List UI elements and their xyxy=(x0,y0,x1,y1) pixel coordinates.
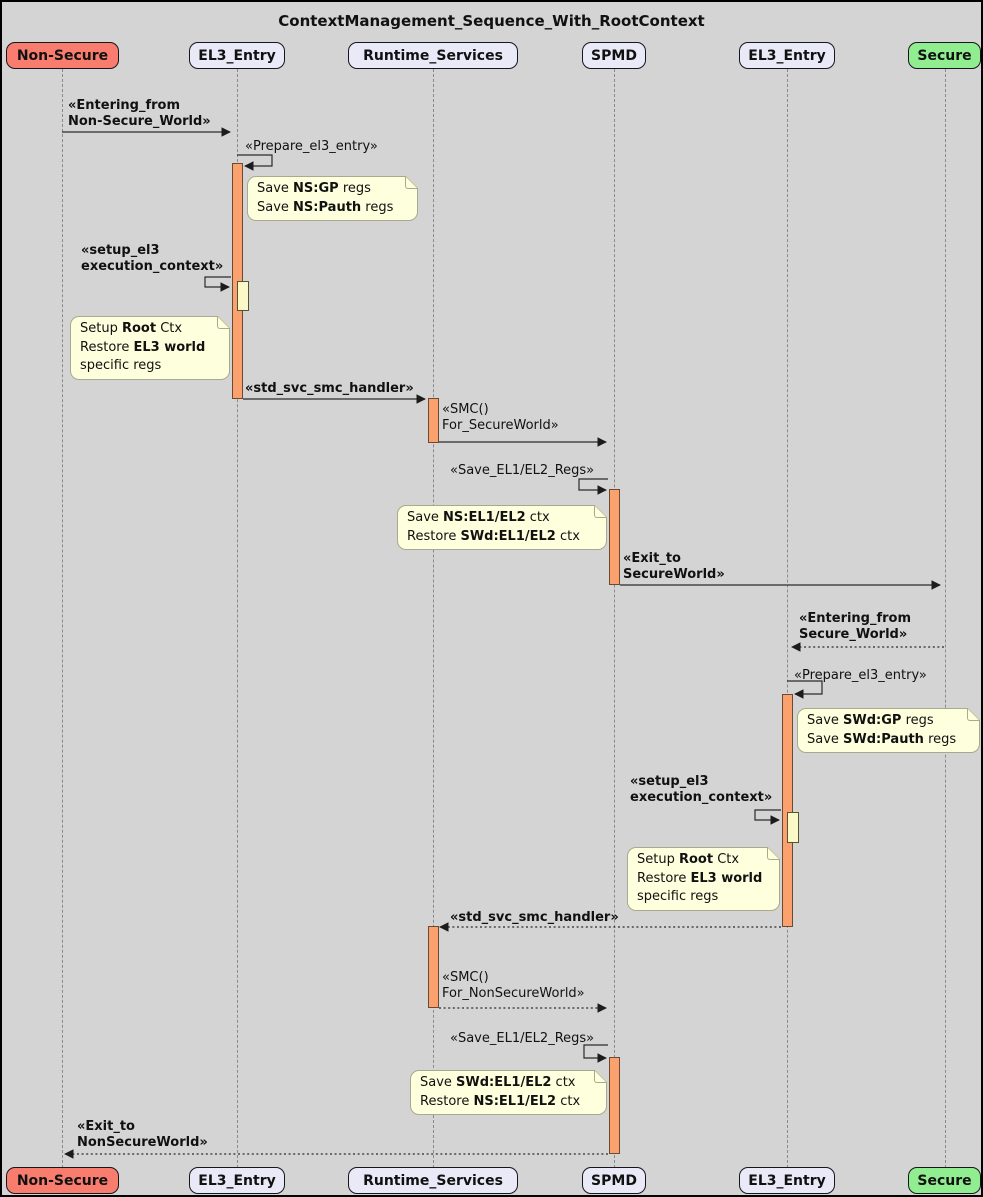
message-label-setup-el3-execution-context-1: «setup_el3 execution_context» xyxy=(81,243,224,274)
arrow-save-el1-el2-regs-1 xyxy=(579,479,608,490)
note-setup-root-ctx-1 xyxy=(70,316,230,380)
participant-non-secure-top: Non-Secure xyxy=(6,42,119,69)
activation-spmd-2 xyxy=(609,1057,620,1154)
note-fold-icon xyxy=(767,847,780,860)
message-label-exit-to-secure-world: «Exit_to SecureWorld» xyxy=(623,551,725,582)
participant-runtime-services-bottom: Runtime_Services xyxy=(348,1167,518,1194)
nested-activation-2 xyxy=(787,812,799,843)
participant-el3-entry-2-top: EL3_Entry xyxy=(739,42,835,69)
note-line: Setup Root Ctx xyxy=(80,321,183,336)
message-label-smc-for-secure-world: «SMC() For_SecureWorld» xyxy=(442,402,559,433)
note-line: Setup Root Ctx xyxy=(637,852,740,867)
participant-spmd-top: SPMD xyxy=(582,42,646,69)
note-line: Restore SWd:EL1/EL2 ctx xyxy=(407,528,580,544)
participant-secure-top: Secure xyxy=(908,42,981,69)
lifeline-spmd xyxy=(614,69,615,1168)
note-line: Restore NS:EL1/EL2 ctx xyxy=(420,1093,581,1109)
arrow-setup-el3-execution-context-2 xyxy=(755,810,781,820)
note-fold-icon xyxy=(217,316,230,329)
note-fold-icon xyxy=(594,1070,607,1083)
note-line: specific regs xyxy=(637,889,719,904)
note-line: Save NS:GP regs xyxy=(257,181,371,196)
note-fold-icon xyxy=(594,505,607,518)
message-arrows-layer xyxy=(2,2,983,1197)
message-label-save-el1-el2-regs-1: «Save_EL1/EL2_Regs» xyxy=(450,463,595,478)
note-save-swd-gp-pauth-regs xyxy=(797,708,980,753)
activation-el3-entry-2 xyxy=(782,694,793,927)
activation-spmd-1 xyxy=(609,489,620,585)
participant-spmd-bottom: SPMD xyxy=(582,1167,646,1194)
note-save-swd-el1-el2-ctx xyxy=(410,1070,607,1115)
note-line: Save SWd:EL1/EL2 ctx xyxy=(420,1075,576,1090)
lifeline-secure xyxy=(945,69,946,1168)
lifeline-el3-entry-2 xyxy=(787,69,788,1168)
note-setup-root-ctx-2 xyxy=(627,847,780,911)
message-label-entering-from-non-secure-world: «Entering_from Non-Secure_World» xyxy=(68,98,211,129)
note-line: Save SWd:Pauth regs xyxy=(807,731,957,747)
note-save-ns-el1-el2-ctx xyxy=(397,505,607,550)
nested-activation-1 xyxy=(237,281,249,311)
note-fold-icon xyxy=(405,176,418,189)
message-label-std-svc-smc-handler-2: «std_svc_smc_handler» xyxy=(450,910,619,925)
note-line: specific regs xyxy=(80,358,162,373)
activation-runtime-2 xyxy=(428,926,439,1008)
note-save-ns-gp-pauth-regs xyxy=(247,176,418,221)
note-line: Save SWd:GP regs xyxy=(807,713,934,728)
message-label-save-el1-el2-regs-2: «Save_EL1/EL2_Regs» xyxy=(450,1031,595,1046)
participant-runtime-services-top: Runtime_Services xyxy=(348,42,518,69)
note-line: Save NS:Pauth regs xyxy=(257,199,394,215)
note-fold-icon xyxy=(967,708,980,721)
lifeline-non-secure xyxy=(62,69,63,1168)
arrow-setup-el3-execution-context-1 xyxy=(205,277,231,287)
message-label-exit-to-non-secure-world: «Exit_to NonSecureWorld» xyxy=(77,1119,208,1150)
note-line: Restore EL3 world xyxy=(637,870,763,886)
note-line: Restore EL3 world xyxy=(80,339,206,355)
participant-el3-entry-2-bottom: EL3_Entry xyxy=(739,1167,835,1194)
participant-el3-entry-1-top: EL3_Entry xyxy=(189,42,285,69)
participant-secure-bottom: Secure xyxy=(908,1167,981,1194)
message-label-entering-from-secure-world: «Entering_from Secure_World» xyxy=(799,611,912,642)
note-line: Save NS:EL1/EL2 ctx xyxy=(407,510,550,525)
activation-runtime-1 xyxy=(428,398,439,443)
participant-el3-entry-1-bottom: EL3_Entry xyxy=(189,1167,285,1194)
message-label-prepare-el3-entry-1: «Prepare_el3_entry» xyxy=(245,139,378,154)
message-label-smc-for-non-secure-world: «SMC() For_NonSecureWorld» xyxy=(442,970,585,1001)
message-label-setup-el3-execution-context-2: «setup_el3 execution_context» xyxy=(630,774,773,805)
diagram-title: ContextManagement_Sequence_With_RootContext xyxy=(278,12,705,30)
message-label-prepare-el3-entry-2: «Prepare_el3_entry» xyxy=(794,668,927,683)
message-label-std-svc-smc-handler-1: «std_svc_smc_handler» xyxy=(245,381,414,396)
participant-non-secure-bottom: Non-Secure xyxy=(6,1167,119,1194)
